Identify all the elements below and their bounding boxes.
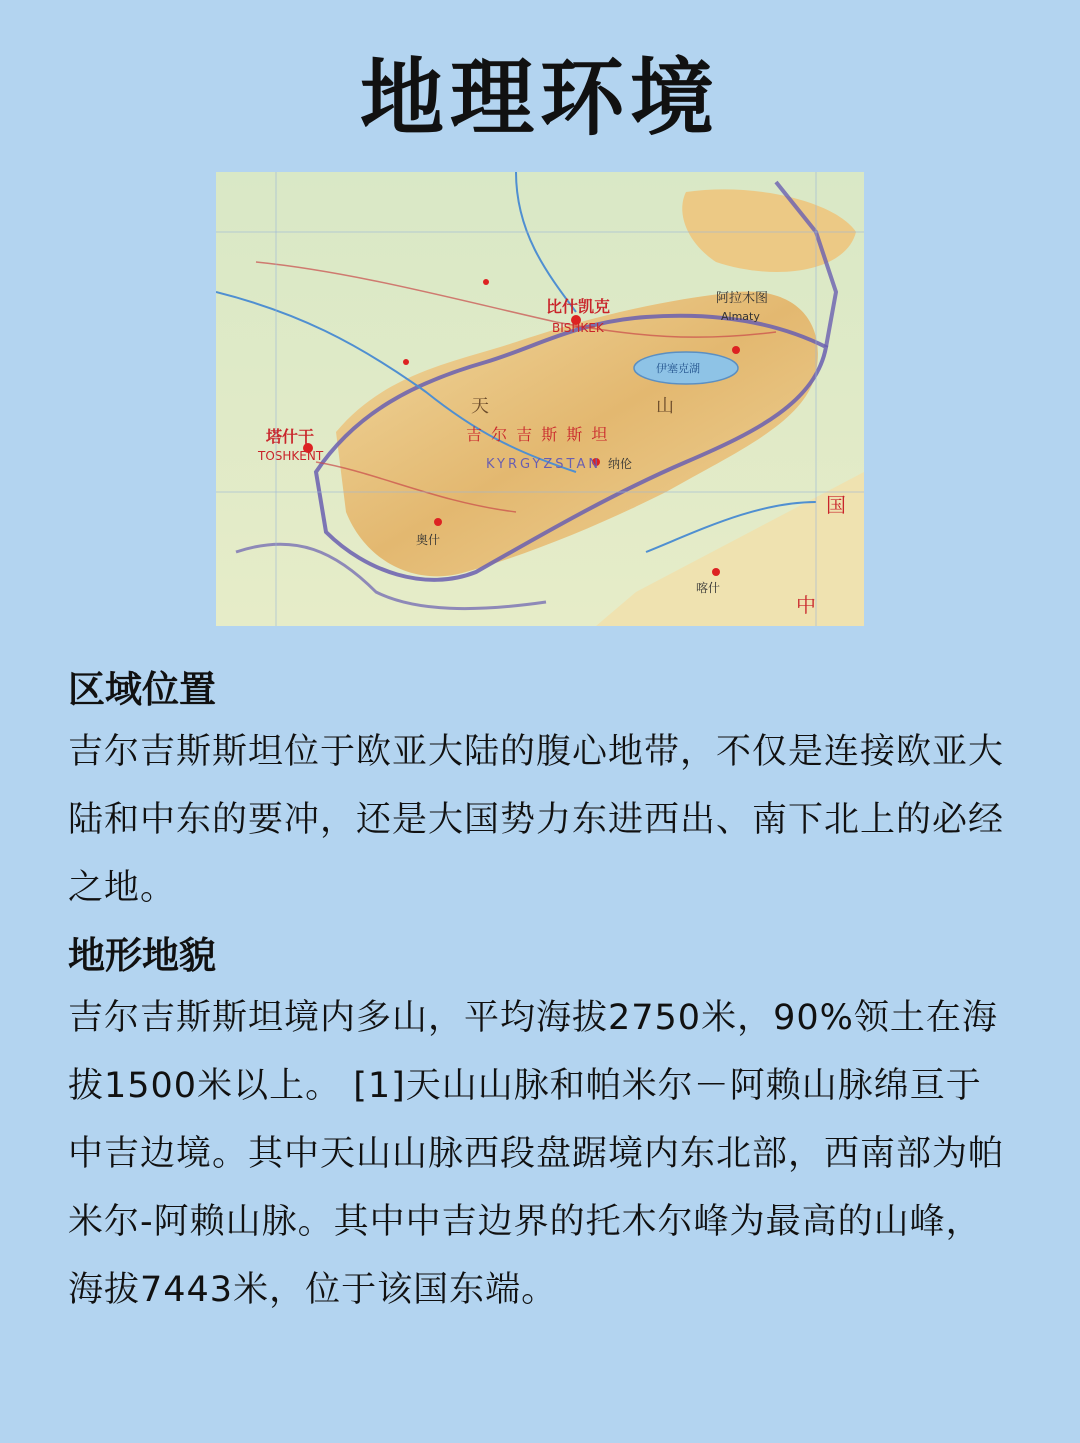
map-label-shan: 山 bbox=[656, 396, 674, 417]
city-dot bbox=[403, 359, 409, 365]
map-label-naryn: 纳伦 bbox=[608, 457, 633, 471]
map-label-guo: 国 bbox=[826, 493, 846, 517]
map-label-bishkek-en: BISHKEK bbox=[552, 321, 604, 335]
article-content bbox=[68, 662, 1014, 1330]
map-label-kyrgyzstan-cn: 吉 尔 吉 斯 斯 坦 bbox=[466, 425, 610, 444]
city-dot-kashgar bbox=[712, 568, 720, 576]
map-label-bishkek-cn: 比什凯克 bbox=[546, 297, 611, 316]
map-graphic bbox=[216, 172, 864, 626]
map-label-issyk-kul: 伊塞克湖 bbox=[656, 362, 700, 375]
map-label-kyrgyzstan-en: KYRGYZSTAN bbox=[486, 457, 602, 472]
map-label-osh: 奥什 bbox=[416, 533, 441, 547]
section-heading-terrain: 地形地貌 bbox=[68, 934, 216, 977]
page-title: 地理环境 bbox=[359, 49, 720, 147]
map-label-tashkent-cn: 塔什干 bbox=[266, 427, 315, 446]
section-text-location: 吉尔吉斯斯坦位于欧亚大陆的腹心地带，不仅是连接欧亚大陆和中东的要冲，还是大国势力东进西出、南下北上的必经之地。 bbox=[68, 732, 1005, 908]
map-label-tian: 天 bbox=[471, 396, 489, 417]
map-label-almaty-cn: 阿拉木图 bbox=[716, 291, 769, 306]
city-dot-osh bbox=[434, 518, 442, 526]
city-dot bbox=[483, 279, 489, 285]
map-label-zhong: 中 bbox=[796, 593, 816, 617]
map-label-almaty-en: Almaty bbox=[721, 310, 760, 323]
map-label-tashkent-en: TOSHKENT bbox=[258, 449, 324, 463]
section-text-terrain: 吉尔吉斯斯坦境内多山，平均海拔2750米，90%领土在海拔1500米以上。 [1]天山山脉和帕米尔－阿赖山脉绵亘于中吉边境。其中天山山脉西段盘踞境内东北部，西南部为帕米尔-阿赖山脉。其中中吉边界的托木尔峰为最高的山峰，海拔7443米，位于该国东端。 bbox=[68, 998, 1005, 1310]
section-heading-location: 区域位置 bbox=[68, 668, 216, 711]
map-label-kashgar: 喀什 bbox=[696, 581, 721, 595]
city-dot-almaty bbox=[732, 346, 740, 354]
kyrgyzstan-map-image bbox=[216, 172, 864, 626]
